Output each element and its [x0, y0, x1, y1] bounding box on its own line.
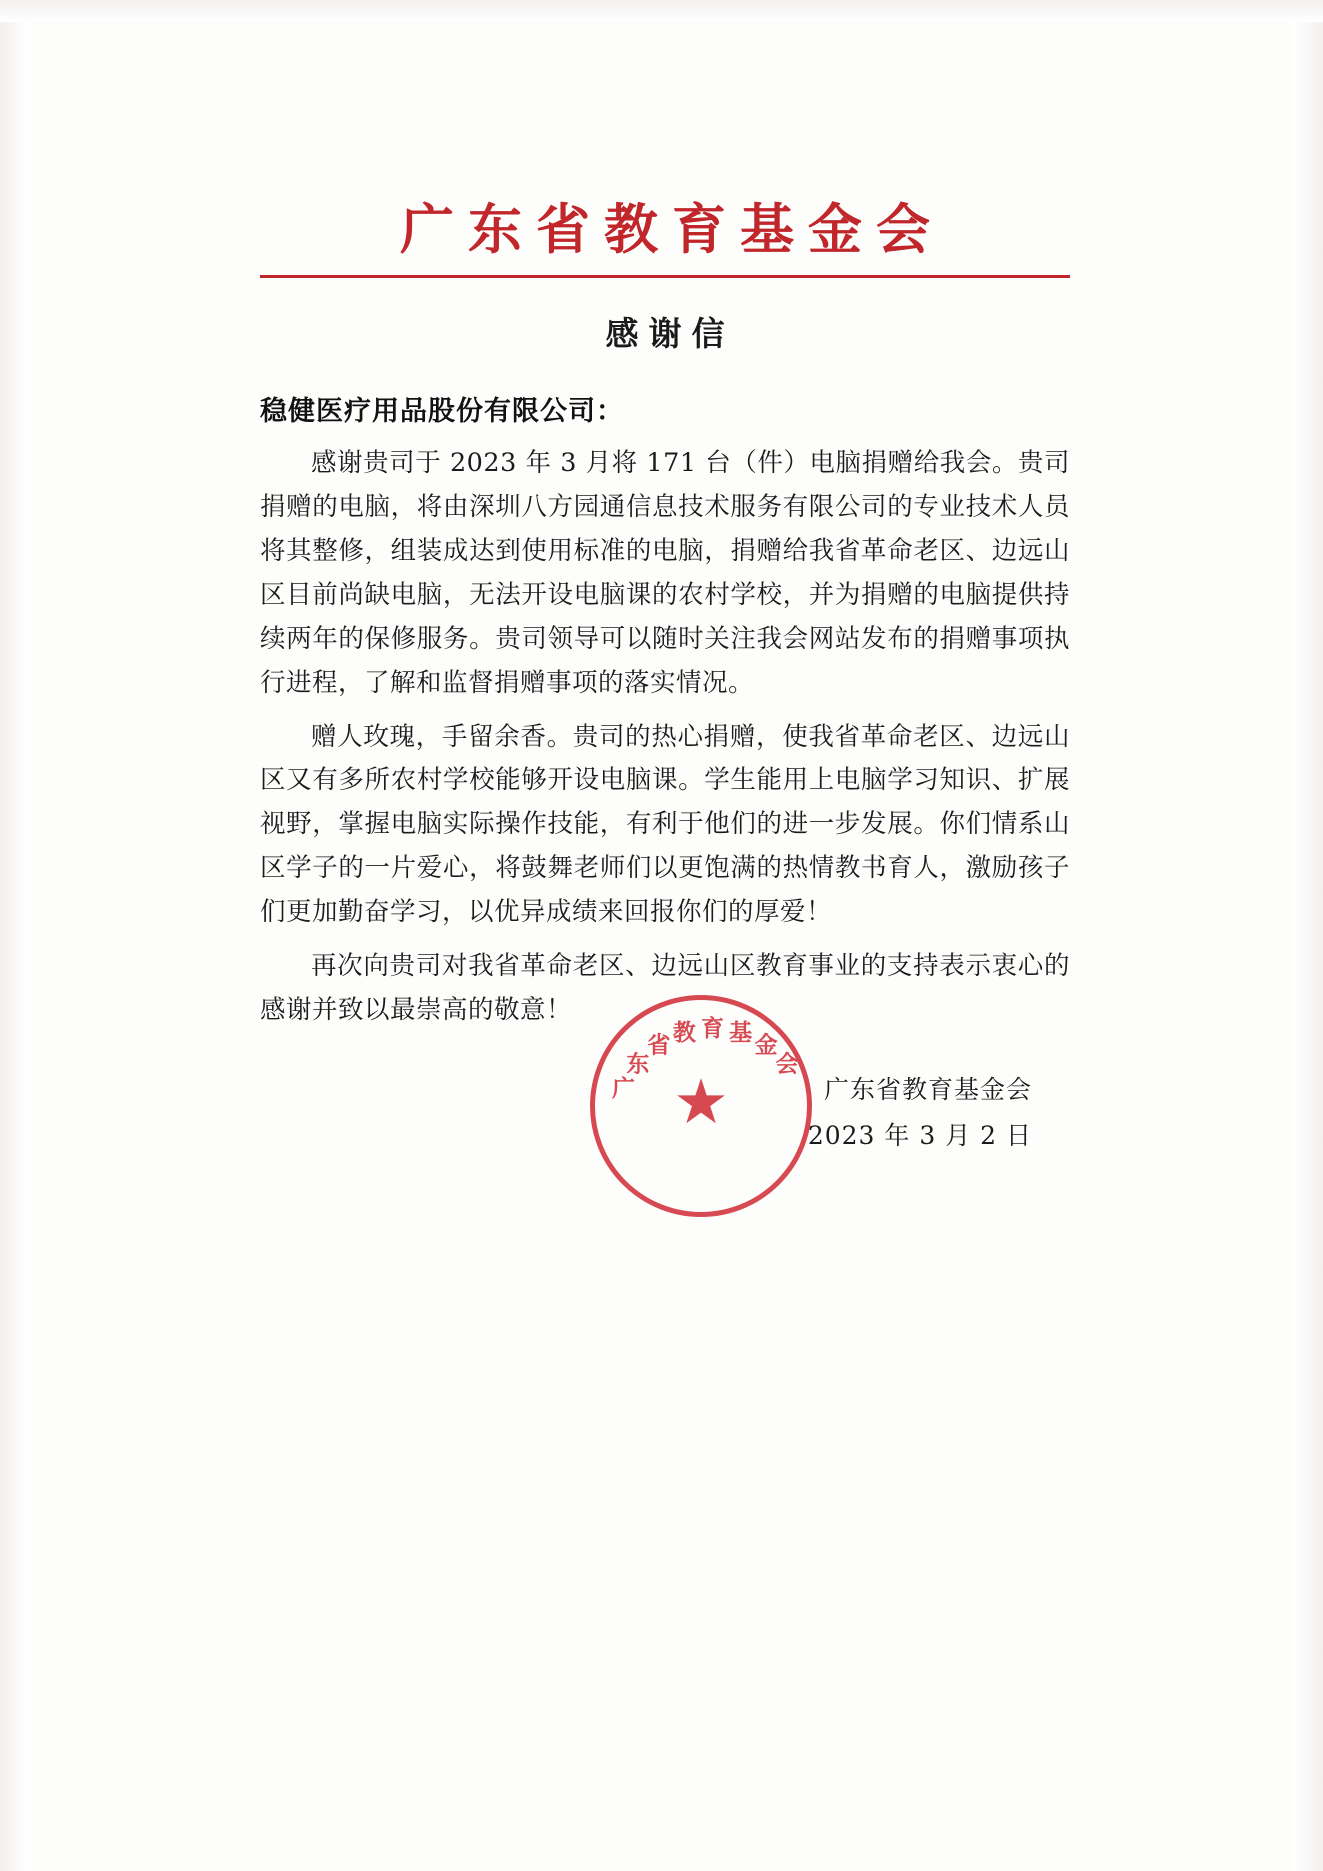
- signature-date: 2023 年 3 月 2 日: [807, 1120, 1032, 1150]
- scan-edge-right: [1293, 0, 1323, 1871]
- paragraph: 感谢贵司于 2023 年 3 月将 171 台（件）电脑捐赠给我会。贵司捐赠的电脑，将由深圳八方园通信息技术服务有限公司的专业技术人员将其整修，组装成达到使用标准的电脑，捐赠给我省革命老区、边远山区目前尚缺电脑，无法开设电脑课的农村学校，并为捐赠的电脑提供持续两年的保修服务。贵司领导可以随时关注我会网站发布的捐赠事项执行进程，了解和监督捐赠事项的落实情况。: [260, 448, 1070, 698]
- signature-block: [260, 1014, 1070, 1160]
- letterhead-title: 广东省教育基金会: [400, 197, 944, 261]
- letterhead-divider: [260, 275, 1070, 278]
- seal-arc-text: 广 东 省 教 育 基 金 会: [611, 1014, 799, 1102]
- salutation: 稳健医疗用品股份有限公司：: [260, 396, 624, 428]
- paragraph: 再次向贵司对我省革命老区、边远山区教育事业的支持表示衷心的感谢并致以最崇高的敬意！: [260, 950, 1070, 1025]
- scan-edge-left: [0, 0, 26, 1871]
- paragraph: 赠人玫瑰，手留余香。贵司的热心捐赠，使我省革命老区、边远山区又有多所农村学校能够开设电脑课。学生能用上电脑学习知识、扩展视野，掌握电脑实际操作技能，有利于他们的进一步发展。你们情系山区学子的一片爱心，将鼓舞老师们以更饱满的热情教书育人，激励孩子们更加勤奋学习，以优异成绩来回报你们的厚爱！: [260, 721, 1070, 927]
- signature-organization: 广东省教育基金会: [823, 1074, 1032, 1104]
- seal-ring: 广 东 省 教 育 基 金 会 ★: [595, 1000, 807, 1212]
- letter-body: [260, 197, 1070, 1159]
- scan-edge-top: [0, 0, 1323, 22]
- page-title: 感谢信: [605, 314, 735, 354]
